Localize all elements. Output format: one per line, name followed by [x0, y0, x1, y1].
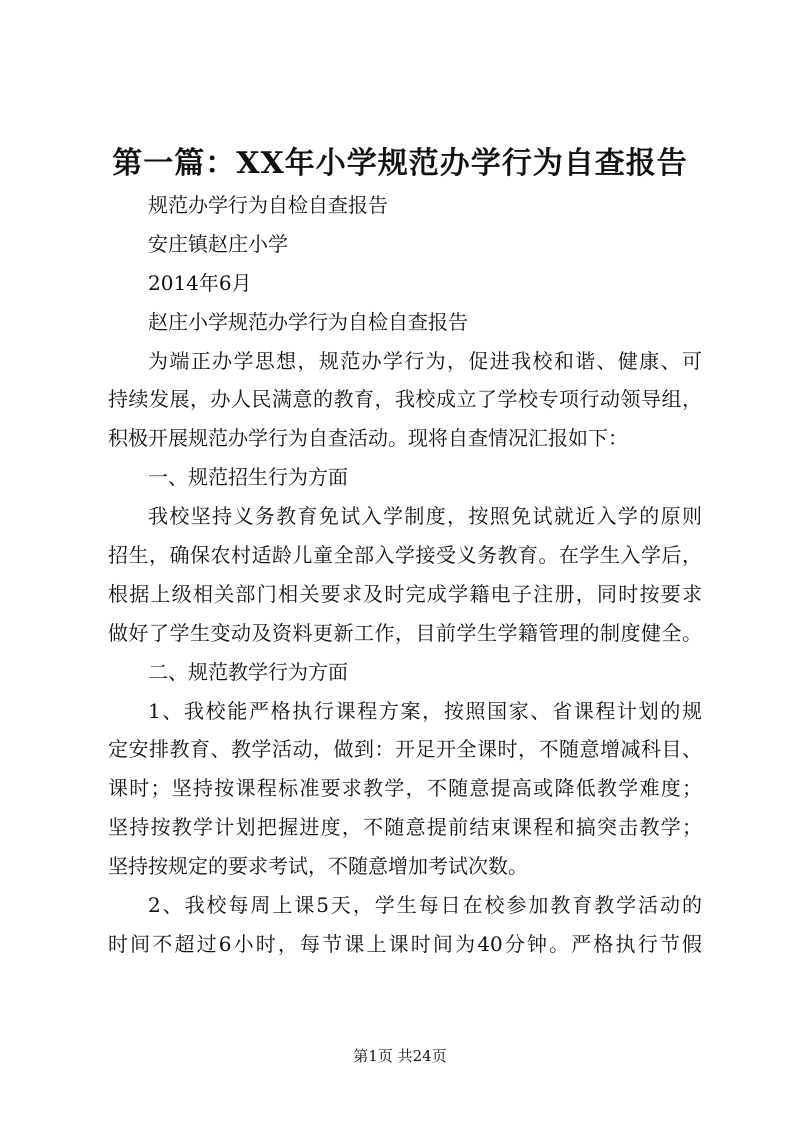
body-line: 安庄镇赵庄小学 [148, 231, 288, 256]
body-line: 规范办学行为自检自查报告 [148, 193, 388, 217]
body-line: 2、我校每周上课5天，学生每日在校参加教育教学活动的 [148, 893, 702, 918]
body-line: 2014年6月 [148, 270, 252, 295]
body-line: 我校坚持义务教育免试入学制度，按照免试就近入学的原则 [148, 504, 702, 529]
body-line: 做好了学生变动及资料更新工作，目前学生学籍管理的制度健全。 [108, 620, 702, 645]
document-body [108, 186, 702, 964]
body-line: 1、我校能严格执行课程方案，按照国家、省课程计划的规 [148, 698, 702, 723]
body-line: 根据上级相关部门相关要求及时完成学籍电子注册，同时按要求 [108, 581, 702, 606]
document-title: 第一篇：XX年小学规范办学行为自查报告 [112, 146, 688, 181]
body-line: 课时；坚持按课程标准要求教学，不随意提高或降低教学难度； [108, 776, 702, 801]
body-line: 定安排教育、教学活动，做到：开足开全课时，不随意增减科目、 [108, 737, 702, 762]
body-line: 时间不超过6小时，每节课上课时间为40分钟。严格执行节假 [108, 931, 702, 956]
body-line: 赵庄小学规范办学行为自检自查报告 [148, 309, 468, 334]
body-line: 一、规范招生行为方面 [148, 465, 348, 490]
body-line: 招生，确保农村适龄儿童全部入学接受义务教育。在学生入学后， [108, 543, 702, 568]
body-line: 持续发展，办人民满意的教育，我校成立了学校专项行动领导组， [108, 387, 702, 412]
body-line: 积极开展规范办学行为自查活动。现将自查情况汇报如下： [108, 426, 628, 451]
body-line: 为端正办学思想，规范办学行为，促进我校和谐、健康、可 [148, 348, 702, 373]
body-line: 二、规范教学行为方面 [148, 659, 348, 684]
body-line: 坚持按规定的要求考试，不随意增加考试次数。 [108, 854, 528, 879]
page-footer: 第1页 共24页 [353, 1047, 447, 1065]
body-line: 坚持按教学计划把握进度，不随意提前结束课程和搞突击教学； [108, 815, 702, 840]
